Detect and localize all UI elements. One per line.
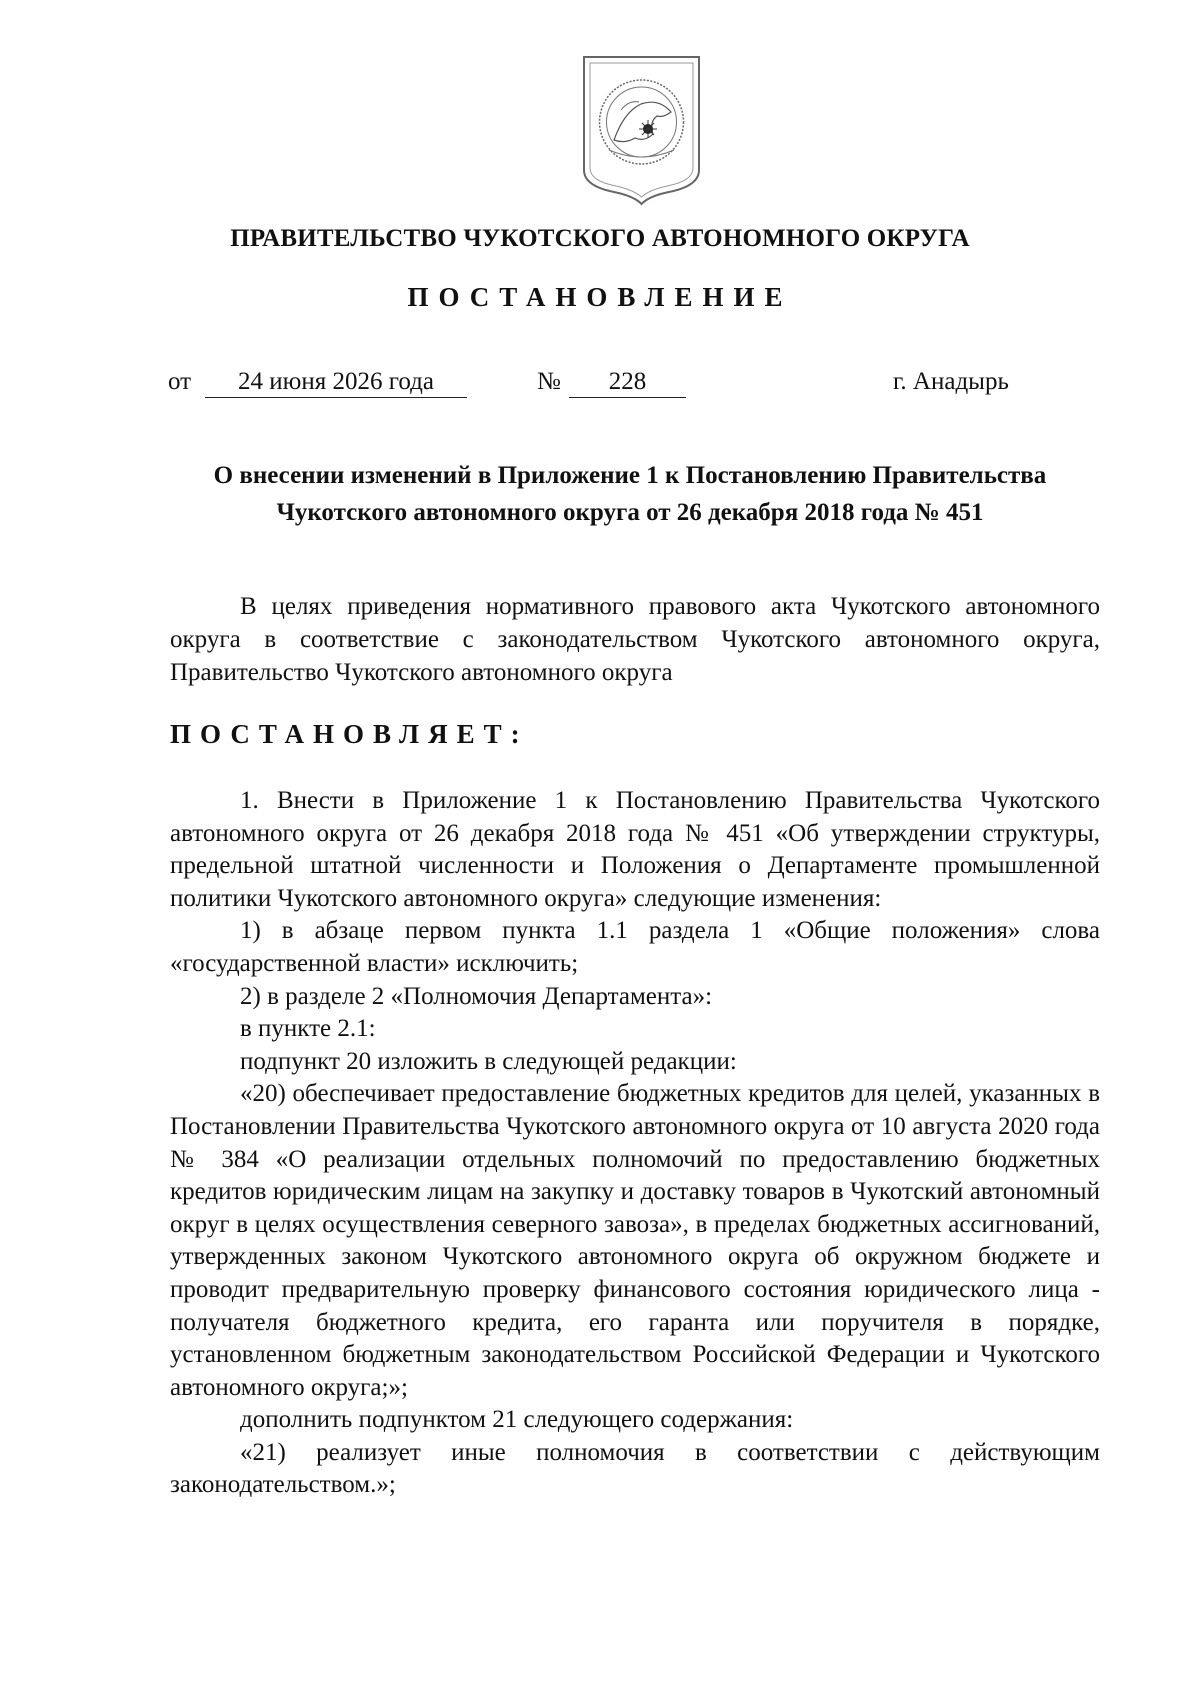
document-number: 228 bbox=[608, 368, 647, 395]
body-paragraph: «21) реализует иные полномочия в соответствии с действующим законодательством.»; bbox=[170, 1438, 1100, 1499]
number-underline bbox=[569, 397, 686, 398]
coat-of-arms-emblem bbox=[579, 52, 704, 208]
government-name: ПРАВИТЕЛЬСТВО ЧУКОТСКОГО АВТОНОМНОГО ОКРУГА bbox=[230, 225, 970, 252]
preamble bbox=[170, 590, 1100, 689]
date-underline bbox=[205, 397, 467, 398]
document-date: 24 июня 2026 года bbox=[238, 368, 434, 395]
preamble-text: В целях приведения нормативного правового акта Чукотского автономного округа в соответствие с законодательством Чукотского автономного округа, Правительство Чукотского автономного округа bbox=[170, 593, 1100, 686]
document-subject bbox=[160, 457, 1100, 531]
body-paragraph: 1. Внести в Приложение 1 к Постановлению Правительства Чукотского автономного округа от 26 декабря 2018 года № 451 «Об утверждении структуры, предельной штатной численности и Положения о Департаменте промышленной политики Чукотского автономного округа» следующие изменения: bbox=[170, 787, 1100, 912]
body-paragraph: 2) в разделе 2 «Полномочия Департамента»: bbox=[240, 982, 713, 1010]
body-paragraph: дополнить подпунктом 21 следующего содержания: bbox=[240, 1406, 794, 1434]
body-paragraph: «20) обеспечивает предоставление бюджетных кредитов для целей, указанных в Постановлении Правительства Чукотского автономного округа от 10 августа 2020 года № 384 «О реализации отдельных полномочий по предоставлению бюджетных кредитов юридическим лицам на закупку и доставку товаров в Чукотский автономный округ в целях осуществления северного завоза», в пределах бюджетных ассигнований, утвержденных законом Чукотского автономного округа об окружном бюджете и проводит предварительную проверку финансового состояния юридического лица - получателя бюджетного кредита, его гаранта или поручителя в порядке, установленном бюджетным законодательством Российской Федерации и Чукотского автономного округа;»; bbox=[170, 1080, 1100, 1401]
body-paragraph: в пункте 2.1: bbox=[240, 1015, 376, 1043]
body-paragraph: подпункт 20 изложить в следующей редакции: bbox=[240, 1047, 737, 1075]
subject-line: Чукотского автономного округа от 26 декабря 2018 года № 451 bbox=[276, 499, 984, 526]
body-paragraph: 1) в абзаце первом пункта 1.1 раздела 1 «Общие положения» слова «государственной власти» исключить; bbox=[170, 917, 1100, 977]
document-type: ПОСТАНОВЛЕНИЕ bbox=[407, 282, 793, 312]
resolve-heading: ПОСТАНОВЛЯЕТ: bbox=[170, 719, 529, 749]
document-city: г. Анадырь bbox=[893, 368, 1009, 395]
date-label: от bbox=[168, 368, 192, 395]
subject-line: О внесении изменений в Приложение 1 к Постановлению Правительства bbox=[213, 462, 1047, 489]
number-label: № bbox=[537, 368, 561, 395]
document-body bbox=[170, 785, 1100, 1502]
